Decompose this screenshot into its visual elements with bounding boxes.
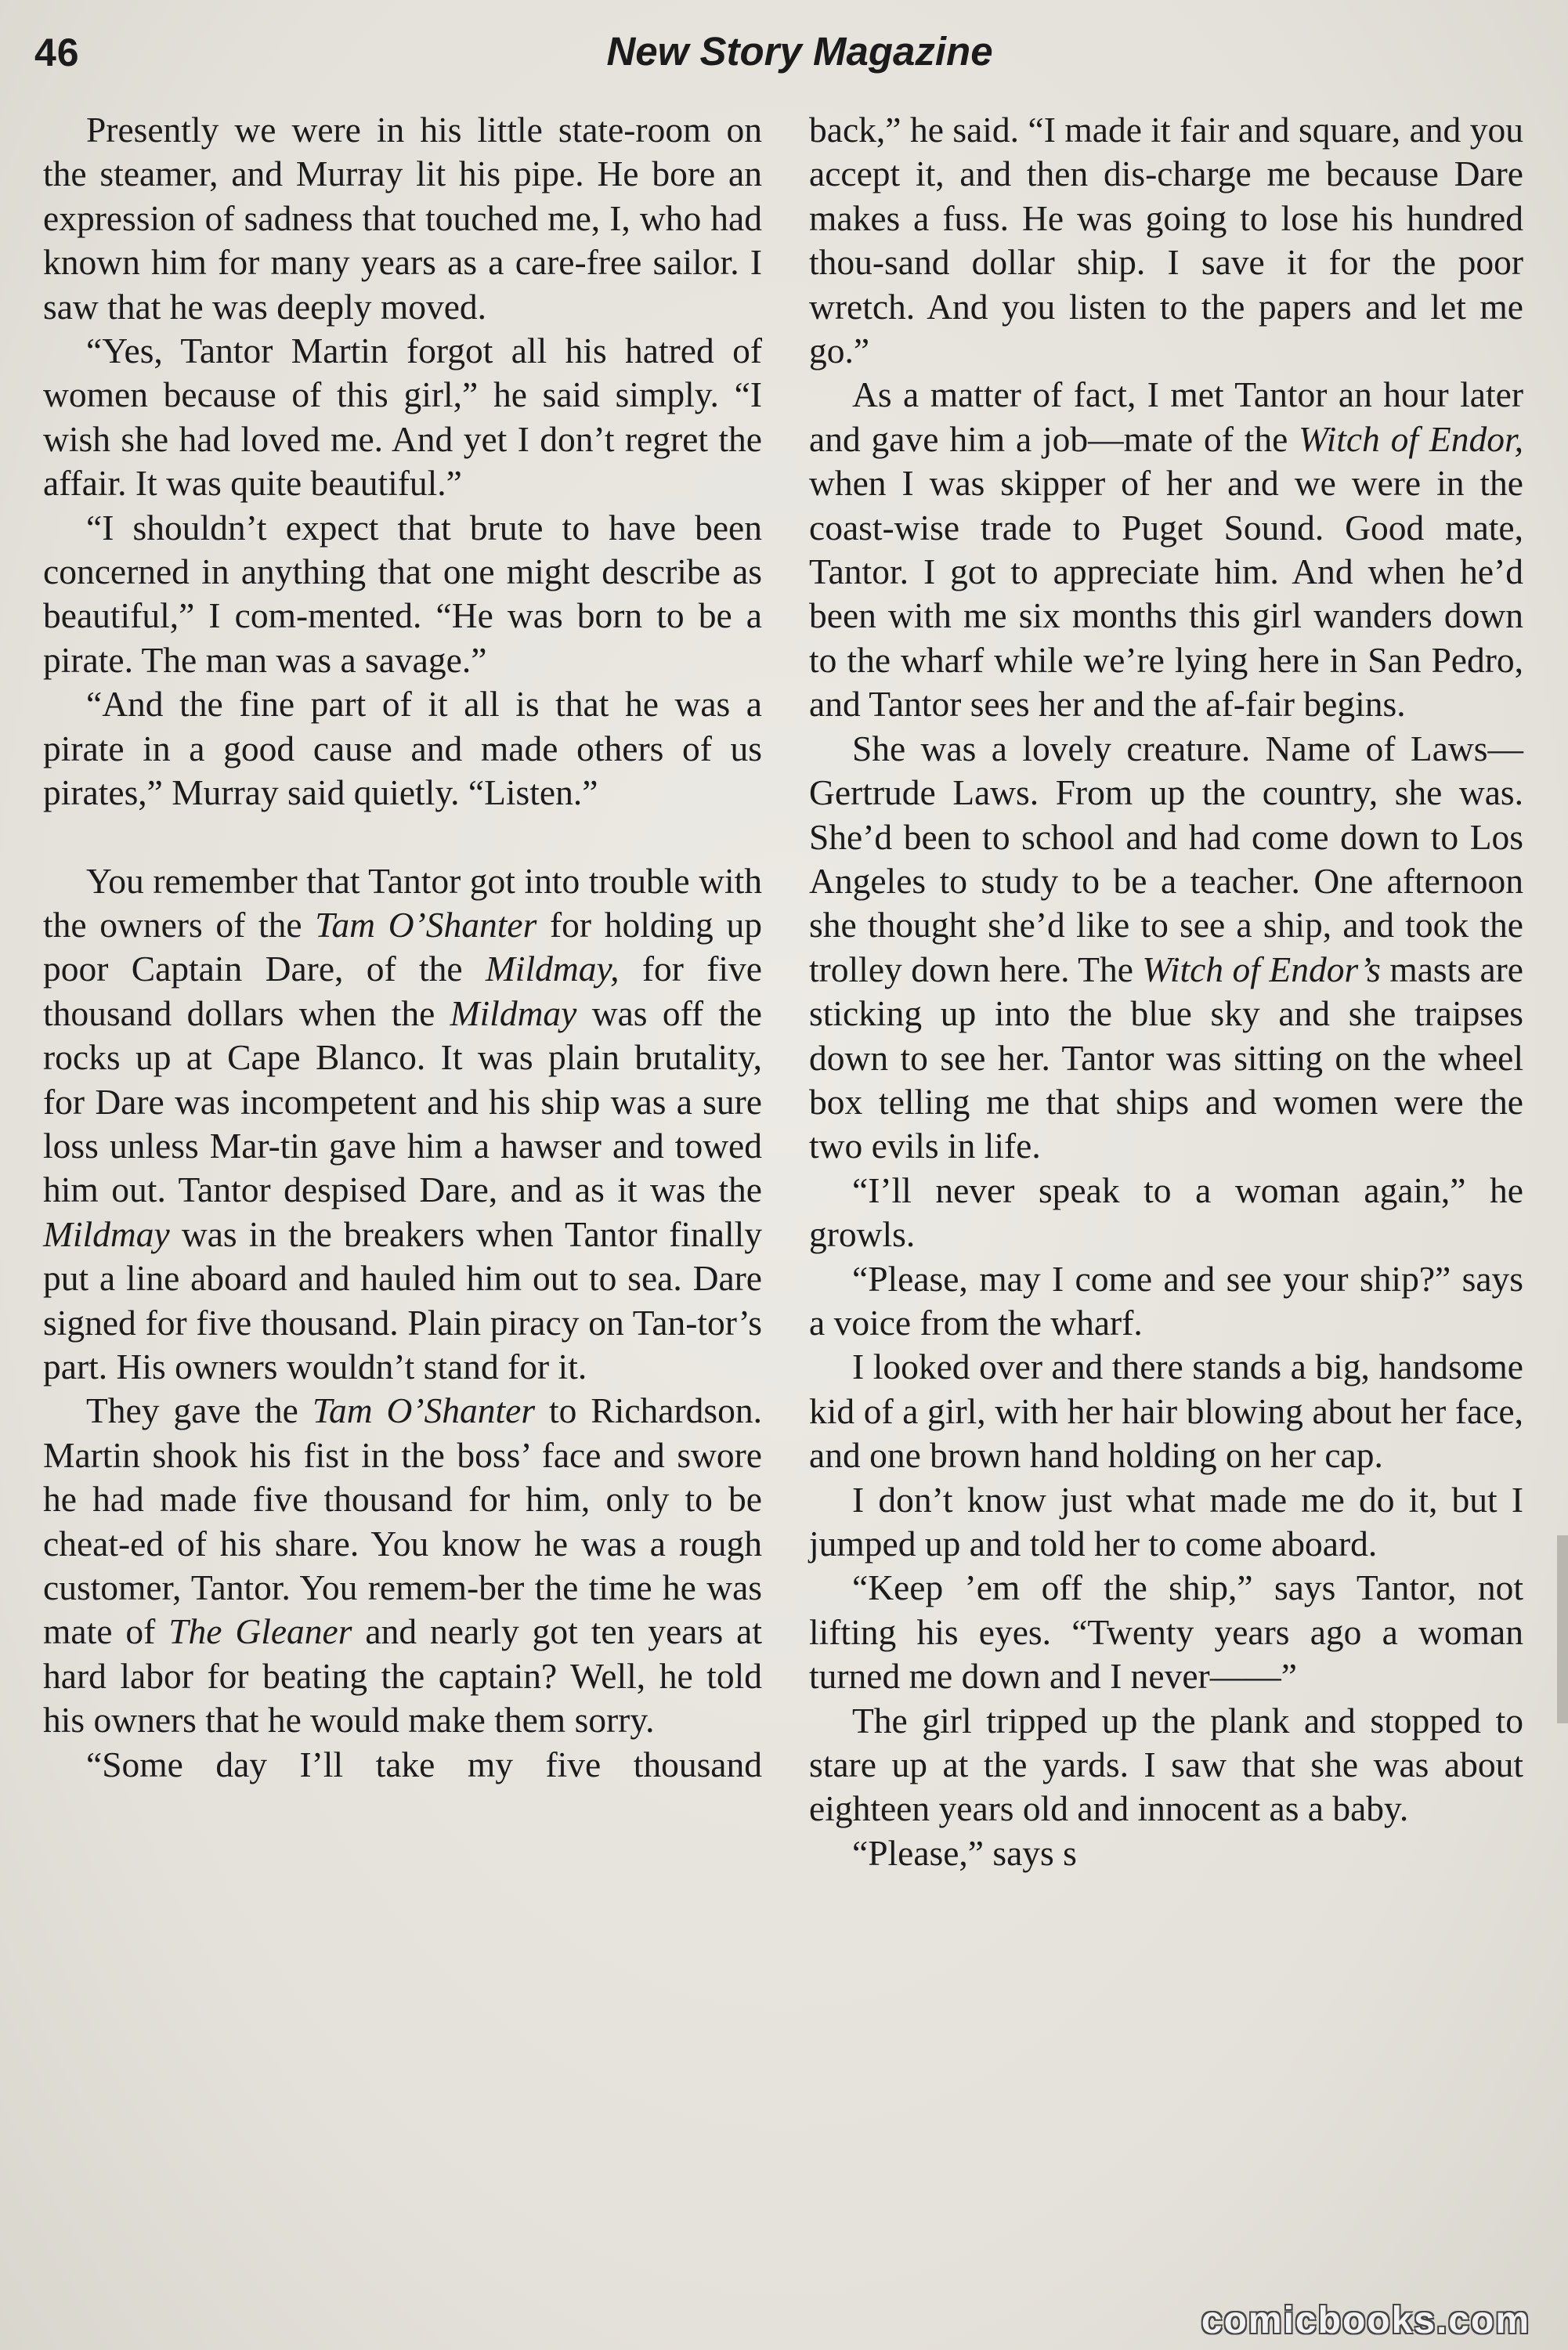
left-column bbox=[43, 108, 762, 1787]
page-number: 46 bbox=[34, 31, 80, 74]
paragraph: “Yes, Tantor Martin forgot all his hatred of women because of this girl,” he said simply. “I wish she had loved me. And yet I don’t regret the affair. It was quite beautiful.” bbox=[43, 331, 762, 504]
page-edge-shadow bbox=[1557, 1535, 1568, 1723]
paragraph: back,” he said. “I made it fair and square, and you accept it, and then dis-charge me because Dare makes a fuss. He was going to lose his hundred thou-sand dollar ship. I save it for the poor wretch. And you listen to the papers and let me go.” bbox=[809, 110, 1523, 371]
paragraph: Presently we were in his little state-room on the steamer, and Murray lit his pipe. He bore an expression of sadness that touched me, I, who had known him for many years as a care-free sailor. I saw that he was deeply moved. bbox=[43, 110, 762, 327]
paragraph: “Some day I’ll take my five thousand bbox=[86, 1744, 762, 1784]
paragraph: “Please,” says s bbox=[852, 1832, 1077, 1873]
paragraph: She was a lovely creature. Name of Laws—Gertrude Laws. From up the country, she was. She’d been to school and had come down to Los Angeles to study to be a teacher. One afternoon she thought she’d like to see a ship, and took the trolley down here. The Witch of Endor’s masts are sticking up into the blue sky and she traipses down to see her. Tantor was sitting on the wheel box telling me that ships and women were the two evils in life. bbox=[809, 728, 1523, 1166]
right-column bbox=[809, 108, 1523, 1875]
paragraph: “And the fine part of it all is that he was a pirate in a good cause and made others of us pirates,” Murray said quietly. “Listen.” bbox=[43, 684, 762, 813]
paragraph: I looked over and there stands a big, handsome kid of a girl, with her hair blowing about her face, and one brown hand holding on her cap. bbox=[809, 1347, 1523, 1476]
paragraph: As a matter of fact, I met Tantor an hour later and gave him a job—mate of the Witch of Endor, when I was skipper of her and we were in the coast-wise trade to Puget Sound. Good mate, Tantor. I got to appreciate him. And when he’d been with me six months this girl wanders down to the wharf while we’re lying here in San Pedro, and Tantor sees her and the af-fair begins. bbox=[809, 374, 1523, 725]
paragraph: “Keep ’em off the ship,” says Tantor, not lifting his eyes. “Twenty years ago a woman turned me down and I never——” bbox=[809, 1567, 1523, 1697]
page-header bbox=[34, 24, 1534, 86]
paragraph: I don’t know just what made me do it, but I jumped up and told her to come aboard. bbox=[809, 1479, 1523, 1564]
watermark: comicbooks.com bbox=[1201, 2300, 1530, 2341]
paragraph: They gave the Tam O’Shanter to Richardson. Martin shook his fist in the boss’ face and swore he had made five thousand for him, only to be cheat-ed of his share. You know he was a rough customer, Tantor. You remem-ber the time he was mate of The Gleaner and nearly got ten years at hard labor for beating the captain? Well, he told his owners that he would make them sorry. bbox=[43, 1390, 762, 1741]
paragraph: “Please, may I come and see your ship?” says a voice from the wharf. bbox=[809, 1258, 1523, 1343]
magazine-title: New Story Magazine bbox=[606, 29, 993, 74]
paragraph: “I’ll never speak to a woman again,” he growls. bbox=[809, 1170, 1523, 1255]
paragraph: “I shouldn’t expect that brute to have been concerned in anything that one might describe as beautiful,” I com-mented. “He was born to be a pirate. The man was a savage.” bbox=[43, 507, 762, 680]
paragraph: You remember that Tantor got into trouble with the owners of the Tam O’Shanter for holding up poor Captain Dare, of the Mildmay, for five thousand dollars when the Mildmay was off the rocks up at Cape Blanco. It was plain brutality, for Dare was incompetent and his ship was a sure loss unless Mar-tin gave him a hawser and towed him out. Tantor despised Dare, and as it was the Mildmay was in the breakers when Tantor finally put a line aboard and hauled him out to sea. Dare signed for five thousand. Plain piracy on Tan-tor’s part. His owners wouldn’t stand for it. bbox=[43, 860, 762, 1386]
paragraph: The girl tripped up the plank and stopped to stare up at the yards. I saw that she was about eighteen years old and innocent as a baby. bbox=[809, 1700, 1523, 1829]
